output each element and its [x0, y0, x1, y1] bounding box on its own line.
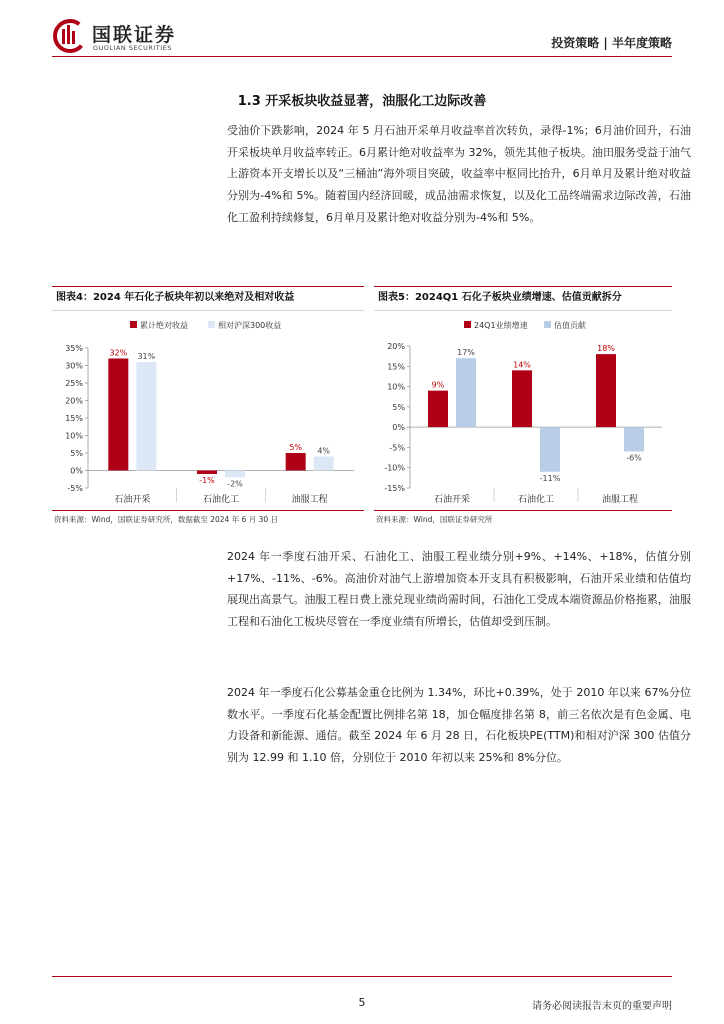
bar-0-2 [596, 354, 616, 427]
y-tick-label: 5% [392, 402, 405, 412]
figure4-bottom-rule [52, 510, 364, 511]
figure5-source: 资料来源：Wind，国联证券研究所 [376, 515, 493, 524]
y-tick-label: 5% [70, 449, 83, 458]
data-label-0-0: 9% [431, 380, 445, 390]
body-paragraph-3: 2024 年一季度石化公募基金重仓比例为 1.34%，环比+0.39%，处于 2010 年以来 67%分位数水平。一季度石化基金配置比例排名第 18，加仓幅度排名第 8，前三名依次是有色金属、电力设备和新能源、通信。截至 2024 年 6 月 28 日，石化板块PE(TTM)和相对沪深 300 估值分别为 12.99 和 1.10 倍，分别位于 2010 年初以来 25%和 8%分位。 [227, 686, 691, 765]
figure5-bottom-rule [374, 510, 672, 511]
bar-0-1 [197, 471, 217, 475]
y-tick-label: -5% [389, 443, 405, 453]
figure4-source: 资料来源：Wind，国联证券研究所，数据截至 2024 年 6 月 30 日 [54, 515, 279, 524]
figure4-chart [52, 312, 364, 508]
bar-0-0 [108, 359, 128, 471]
bar-1-1 [225, 471, 245, 478]
legend-swatch-1 [544, 321, 551, 328]
figure5-title-rule [374, 310, 672, 311]
legend-swatch-0 [130, 321, 137, 328]
y-tick-label: 30% [65, 361, 83, 371]
section-title: 1.3 开采板块收益显著，油服化工边际改善 [237, 94, 487, 109]
data-label-1-2: -6% [626, 453, 642, 463]
data-label-0-1: -1% [199, 476, 215, 485]
logo-mark-icon [52, 18, 88, 54]
y-tick-label: 0% [392, 423, 405, 433]
data-label-0-2: 5% [289, 443, 303, 452]
category-label-2: 油服工程 [291, 495, 328, 505]
body-paragraph-2: 2024 年一季度石油开采、石油化工、油服工程业绩分别+9%、+14%、+18%，估值分别+17%、-11%、-6%。高油价对油气上游增加资本开支具有积极影响，石油开采业绩和估值均展现出高景气。油服工程日费上涨兑现业绩尚需时间，石油化工受成本端资源品价格拖累，油服工程和石油化工板块尽管在一季度业绩有所增长，估值却受到压制。 [227, 550, 691, 629]
bar-1-2 [314, 457, 334, 471]
data-label-1-0: 17% [457, 348, 475, 358]
legend-swatch-0 [464, 321, 471, 328]
bar-1-0 [456, 358, 476, 427]
bar-0-1 [512, 370, 532, 427]
data-label-0-0: 32% [109, 348, 128, 358]
y-tick-label: -10% [384, 463, 405, 473]
figure5-chart [374, 312, 672, 508]
bar-1-2 [624, 427, 644, 451]
brand-logo [52, 18, 192, 58]
y-tick-label: 10% [65, 431, 83, 441]
body-paragraph-1: 受油价下跌影响，2024 年 5 月石油开采单月收益率首次转负，录得-1%；6月油价回升，石油开采板块单月收益率转正。6月累计绝对收益率为 32%，领先其他子板块。油田服务受益于油气上游资本开支增长以及“三桶油”海外项目突破，收益率中枢同比抬升，6月单月及累计绝对收益分别为-4%和 5%。随着国内经济回暖，成品油需求恢复，以及化工品终端需求边际改善，石油化工盈利持续修复，6月单月及累计绝对收益分别为-4%和 5%。 [227, 124, 691, 224]
logo-name: 国联证券 [92, 24, 177, 46]
figure5-title: 图表5：2024Q1 石化子板块业绩增速、估值贡献拆分 [378, 292, 622, 303]
category-label-1: 石油化工 [517, 495, 555, 505]
data-label-1-0: 31% [137, 352, 156, 361]
y-tick-label: 20% [387, 342, 405, 351]
legend-label-1: 估值贡献 [554, 321, 586, 330]
y-tick-label: 0% [70, 466, 83, 476]
legend-label-0: 24Q1业绩增速 [474, 321, 528, 330]
report-type: 投资策略 | 半年度策略 [551, 36, 672, 50]
y-tick-label: 20% [65, 396, 83, 406]
legend-label-1: 相对沪深300收益 [218, 321, 282, 330]
data-label-1-1: -11% [539, 473, 561, 483]
legend-swatch-1 [208, 321, 215, 328]
footer-divider [52, 976, 672, 977]
data-label-0-1: 14% [513, 360, 531, 370]
category-label-0: 石油开采 [433, 495, 471, 505]
bar-1-0 [136, 362, 156, 471]
y-tick-label: 15% [387, 362, 405, 372]
logo-english-name: GUOLIAN SECURITIES [93, 44, 172, 52]
data-label-1-1: -2% [227, 479, 243, 489]
y-tick-label: -15% [384, 484, 405, 493]
y-tick-label: 15% [65, 414, 83, 423]
y-tick-label: 10% [387, 382, 405, 392]
data-label-0-2: 18% [597, 344, 615, 354]
bar-0-2 [286, 453, 306, 471]
y-tick-label: 35% [65, 344, 83, 353]
bar-0-0 [428, 391, 448, 428]
page-number: 5 [358, 996, 366, 1009]
legend-label-0: 累计绝对收益 [140, 321, 188, 330]
category-label-2: 油服工程 [601, 495, 639, 505]
figure4-title-rule [52, 310, 364, 311]
category-label-1: 石油化工 [202, 495, 240, 505]
y-tick-label: -5% [67, 484, 83, 493]
data-label-1-2: 4% [317, 446, 331, 456]
figure4-title: 图表4：2024 年石化子板块年初以来绝对及相对收益 [56, 292, 295, 303]
disclaimer-note: 请务必阅读报告末页的重要声明 [532, 1001, 672, 1012]
category-label-0: 石油开采 [114, 495, 151, 505]
bar-1-1 [540, 427, 560, 472]
y-tick-label: 25% [65, 379, 83, 388]
header-divider [52, 56, 672, 57]
